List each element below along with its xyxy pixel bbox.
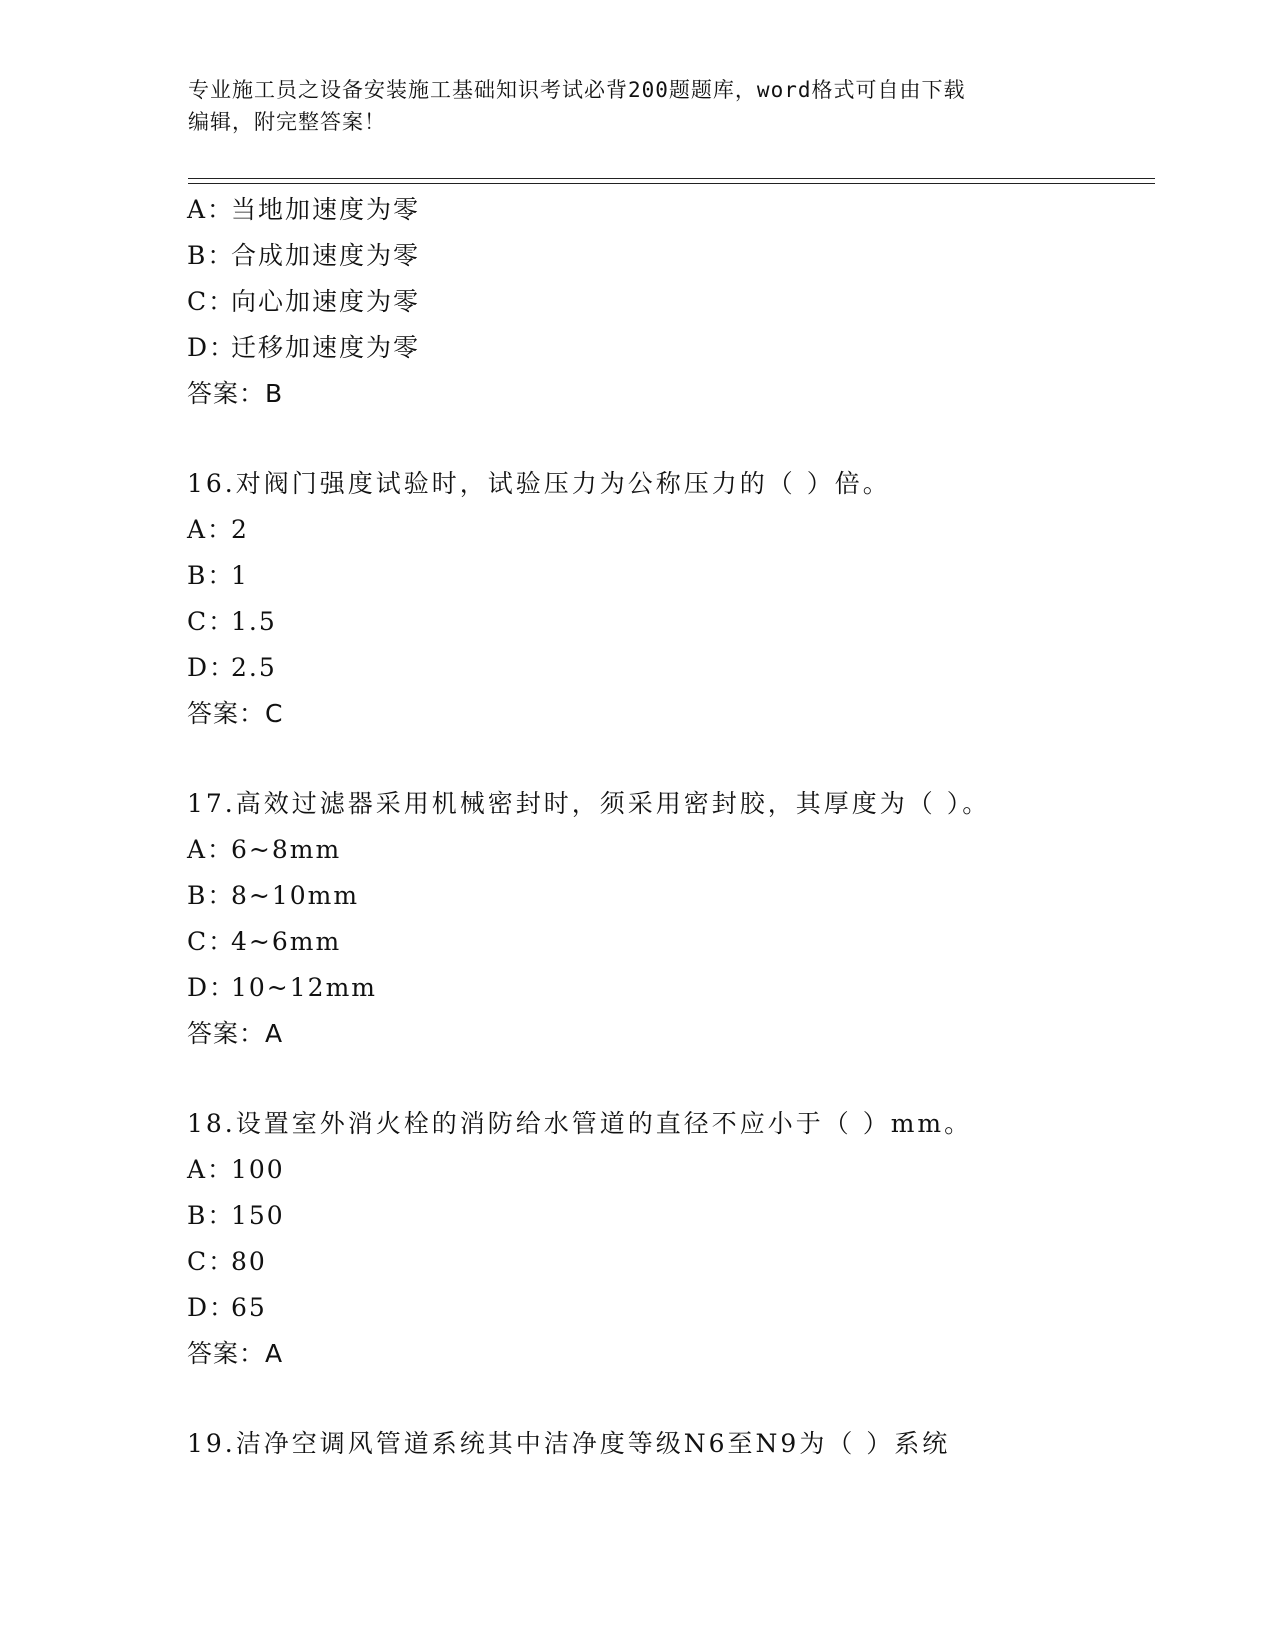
option-a [187, 187, 1147, 233]
option-text: 80 [231, 1247, 267, 1276]
option-text: 合成加速度为零 [231, 241, 421, 270]
option-text: 8~10mm [231, 881, 360, 910]
question-list [187, 187, 1147, 1467]
option-key: C： [187, 1247, 236, 1276]
question-text: 16.对阀门强度试验时，试验压力为公称压力的（ ）倍。 [187, 469, 891, 498]
question-block-17 [187, 781, 1147, 1057]
question-block-19 [187, 1421, 1147, 1467]
option-c [187, 1239, 1147, 1285]
document-header [188, 74, 1088, 138]
option-b [187, 1193, 1147, 1239]
option-key: A： [187, 835, 235, 864]
question-block-18 [187, 1101, 1147, 1377]
header-title-line-2: 编辑，附完整答案！ [188, 110, 386, 134]
question-block-16 [187, 461, 1147, 737]
option-text: 150 [231, 1201, 285, 1230]
option-b [187, 553, 1147, 599]
option-key: D： [187, 973, 237, 1002]
option-d [187, 325, 1147, 371]
option-key: B： [187, 881, 235, 910]
option-key: B： [187, 1201, 235, 1230]
option-text: 100 [231, 1155, 285, 1184]
answer-label: 答案：C [187, 699, 284, 728]
option-key: D： [187, 1293, 237, 1322]
option-b [187, 233, 1147, 279]
question-text: 18.设置室外消火栓的消防给水管道的直径不应小于（ ）mm。 [187, 1109, 973, 1138]
header-divider-bottom [188, 183, 1155, 184]
option-key: B： [187, 561, 235, 590]
option-key: B： [187, 241, 235, 270]
option-d [187, 965, 1147, 1011]
option-text: 6~8mm [231, 835, 342, 864]
option-b [187, 873, 1147, 919]
option-key: C： [187, 927, 236, 956]
option-key: A： [187, 1155, 235, 1184]
question-block-15 [187, 187, 1147, 417]
option-key: C： [187, 607, 236, 636]
option-key: A： [187, 515, 235, 544]
option-key: A： [187, 195, 235, 224]
option-a [187, 827, 1147, 873]
option-key: C： [187, 287, 236, 316]
option-c [187, 919, 1147, 965]
question-text: 17.高效过滤器采用机械密封时，须采用密封胶，其厚度为（ ）。 [187, 789, 991, 818]
option-c [187, 599, 1147, 645]
option-text: 2 [231, 515, 249, 544]
option-key: D： [187, 333, 237, 362]
option-a [187, 507, 1147, 553]
header-divider-top [188, 178, 1155, 179]
option-text: 4~6mm [231, 927, 342, 956]
option-text: 2.5 [231, 653, 277, 682]
answer-label: 答案：A [187, 1339, 284, 1368]
option-text: 10~12mm [231, 973, 377, 1002]
option-c [187, 279, 1147, 325]
header-title-line-1: 专业施工员之设备安装施工基础知识考试必背200题题库，word格式可自由下载 [188, 78, 966, 102]
option-key: D： [187, 653, 237, 682]
option-text: 迁移加速度为零 [231, 333, 421, 362]
option-text: 向心加速度为零 [231, 287, 421, 316]
option-a [187, 1147, 1147, 1193]
option-text: 1 [231, 561, 249, 590]
option-d [187, 645, 1147, 691]
answer-label: 答案：B [187, 379, 284, 408]
option-text: 当地加速度为零 [231, 195, 421, 224]
option-text: 1.5 [231, 607, 277, 636]
option-text: 65 [231, 1293, 267, 1322]
option-d [187, 1285, 1147, 1331]
answer-label: 答案：A [187, 1019, 284, 1048]
question-text: 19.洁净空调风管道系统其中洁净度等级N6至N9为（ ）系统 [187, 1429, 951, 1458]
